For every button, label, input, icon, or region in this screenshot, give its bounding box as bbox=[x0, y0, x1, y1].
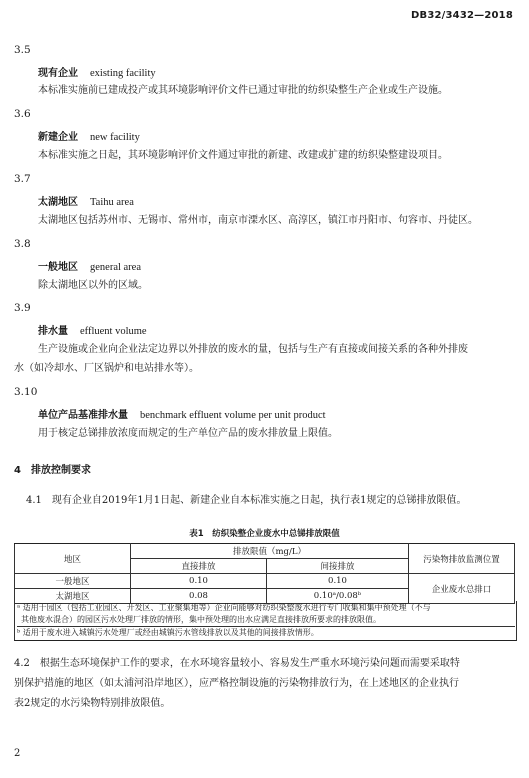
header-limit: 排放限值（mg/L） bbox=[131, 544, 409, 559]
term-heading bbox=[38, 258, 141, 273]
term-heading bbox=[38, 406, 326, 421]
term-en: effluent volume bbox=[80, 326, 147, 337]
term-definition-line: 水（如冷却水、厂区锅炉和电站排水等）。 bbox=[14, 363, 199, 374]
clause-4-2-line: 表2规定的水污染物特别排放限值。 bbox=[14, 698, 171, 709]
term-definition-line: 生产设施或企业向企业法定边界以外排放的废水的量，包括与生产有直接或间接关系的各种外排废 bbox=[38, 344, 468, 355]
term-heading bbox=[38, 128, 140, 143]
term-en: benchmark effluent volume per unit product bbox=[140, 410, 326, 421]
term-zh: 新建企业 bbox=[38, 132, 78, 143]
cell-monitor: 企业废水总排口 bbox=[409, 574, 515, 604]
clause-number: 3.6 bbox=[14, 108, 31, 120]
cell-indirect: 0.10ᵃ/0.08ᵇ bbox=[267, 589, 409, 604]
clause-number: 3.5 bbox=[14, 44, 31, 56]
table-caption: 表1 纺织染整企业废水中总锑排放限值 bbox=[189, 529, 340, 539]
table-notes bbox=[14, 601, 517, 641]
header-indirect: 间接排放 bbox=[267, 559, 409, 574]
cell-direct: 0.08 bbox=[131, 589, 267, 604]
clause-4-2-line: 4.2 根据生态环境保护工作的要求，在水环境容量较小、容易发生严重水环境污染问题而需要采取特 bbox=[14, 658, 460, 669]
cell-direct: 0.10 bbox=[131, 574, 267, 589]
clause-4-1: 4.1 现有企业自2019年1月1日起、新建企业自本标准实施之日起，执行表1规定的总锑排放限值。 bbox=[26, 495, 467, 506]
cell-indirect: 0.10 bbox=[267, 574, 409, 589]
term-heading bbox=[38, 322, 147, 337]
note-a-line: 其他废水混合）的园区污水处理厂排放的情形，集中预处理的出水应满足直接排放所要求的排放限值。 bbox=[21, 615, 381, 624]
term-zh: 一般地区 bbox=[38, 262, 78, 273]
header-monitor: 污染物排放监测位置 bbox=[409, 544, 515, 574]
term-definition: 用于核定总锑排放浓度而规定的生产单位产品的废水排放量上限值。 bbox=[38, 428, 338, 439]
clause-number: 3.7 bbox=[14, 173, 31, 185]
header-region: 地区 bbox=[15, 544, 131, 574]
cell-region: 太湖地区 bbox=[15, 589, 131, 604]
term-heading bbox=[38, 64, 156, 79]
term-heading bbox=[38, 193, 134, 208]
term-en: existing facility bbox=[90, 68, 156, 79]
table-row bbox=[15, 574, 515, 589]
clause-number: 3.10 bbox=[14, 386, 38, 398]
term-en: general area bbox=[90, 262, 141, 273]
cell-region: 一般地区 bbox=[15, 574, 131, 589]
note-b: ᵇ 适用于废水进入城镇污水处理厂或经由城镇污水管线排放以及其他的间接排放情形。 bbox=[17, 626, 515, 639]
clause-number: 3.9 bbox=[14, 302, 31, 314]
note-a-line: ᵃ 适用于园区（包括工业园区、开发区、工业聚集地等）企业向能够对纺织染整废水进行专门收集和集中预处理（不与 bbox=[17, 603, 431, 612]
term-definition: 本标准实施前已建成投产或其环境影响评价文件已通过审批的纺织染整生产企业或生产设施。 bbox=[38, 85, 448, 96]
clause-number: 3.8 bbox=[14, 238, 31, 250]
term-en: new facility bbox=[90, 132, 140, 143]
term-definition: 除太湖地区以外的区域。 bbox=[38, 280, 148, 291]
term-definition: 本标准实施之日起，其环境影响评价文件通过审批的新建、改建或扩建的纺织染整建设项目。 bbox=[38, 150, 448, 161]
page-number: 2 bbox=[14, 748, 21, 759]
header-direct: 直接排放 bbox=[131, 559, 267, 574]
section-heading: 4 排放控制要求 bbox=[14, 465, 91, 476]
clause-4-2-line: 别保护措施的地区（如太浦河沿岸地区），应严格控制设施的污染物排放行为，在上述地区的企业执行 bbox=[14, 678, 459, 689]
emission-limit-table bbox=[14, 543, 515, 604]
term-zh: 排水量 bbox=[38, 326, 68, 337]
term-definition: 太湖地区包括苏州市、无锡市、常州市，南京市溧水区、高淳区，镇江市丹阳市、句容市、丹徒区。 bbox=[38, 215, 478, 226]
term-zh: 现有企业 bbox=[38, 68, 78, 79]
document-code: DB32/3432—2018 bbox=[411, 10, 513, 21]
term-zh: 单位产品基准排水量 bbox=[38, 410, 128, 421]
term-zh: 太湖地区 bbox=[38, 197, 78, 208]
term-en: Taihu area bbox=[90, 197, 134, 208]
